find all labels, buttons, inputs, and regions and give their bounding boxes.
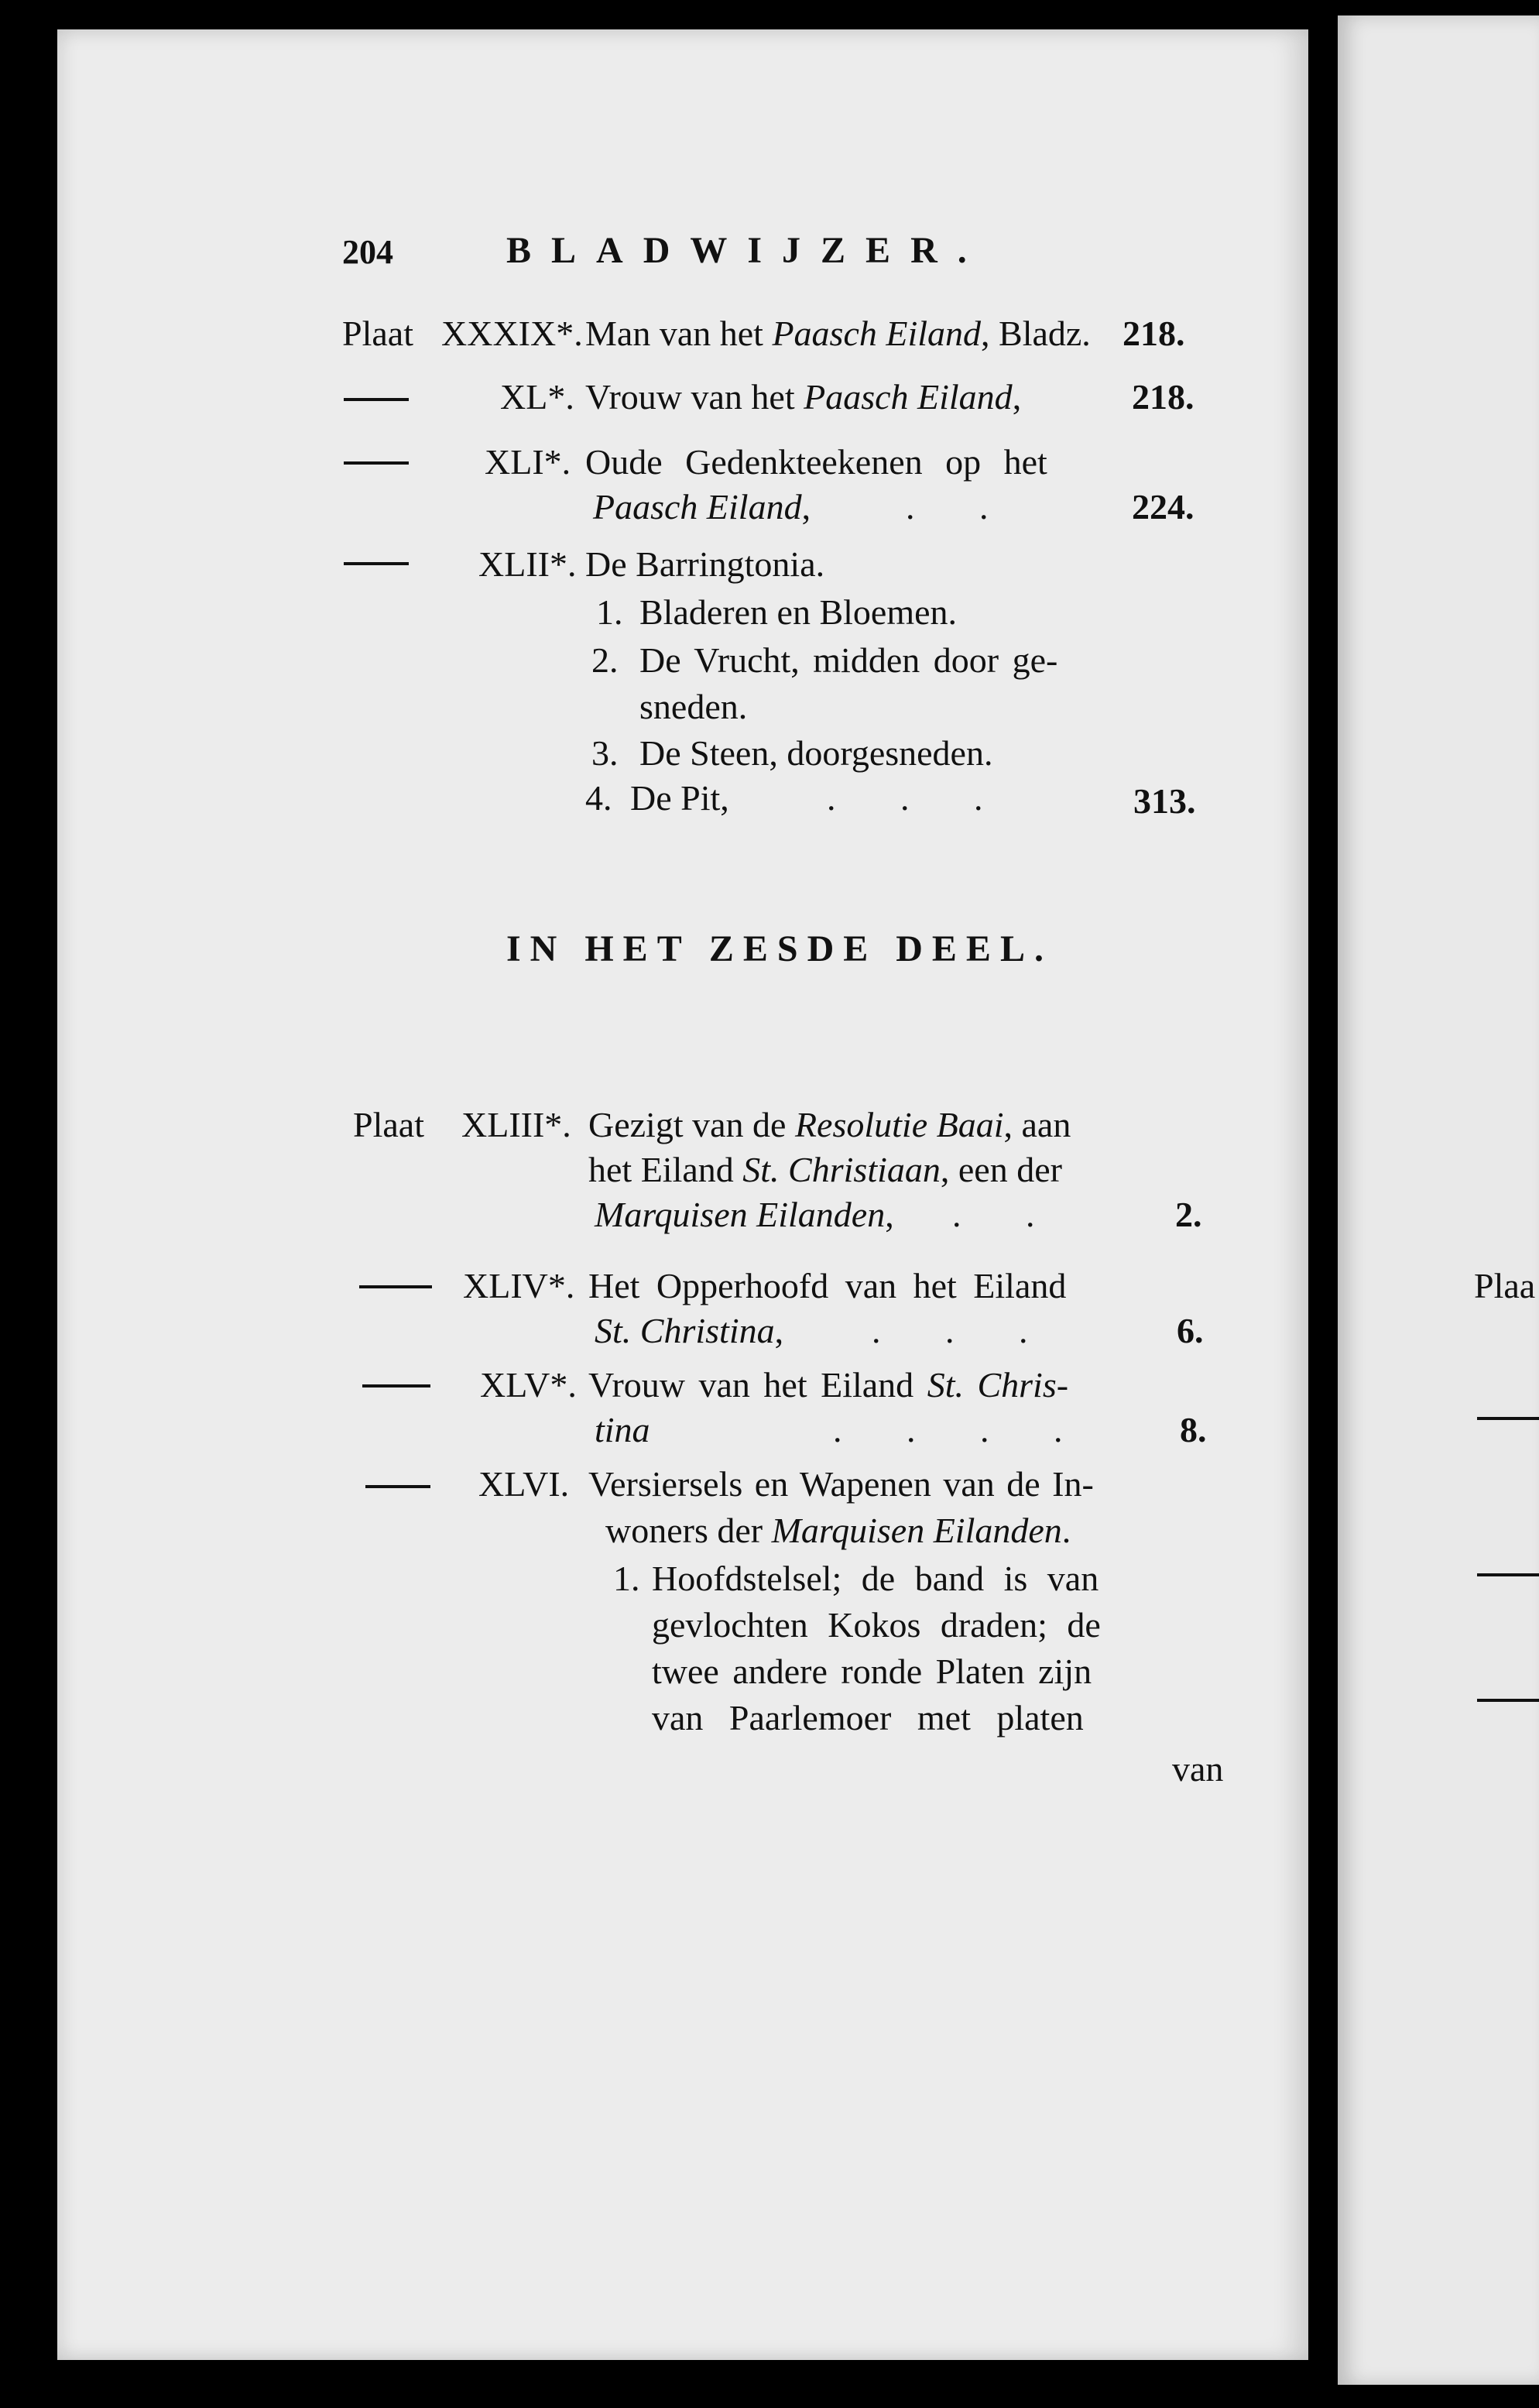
page-number: 204: [342, 233, 393, 271]
item-text: De Steen, doorgesneden.: [639, 733, 993, 773]
item-number: 1.: [613, 1559, 640, 1598]
entry-text-continued: Paasch Eiland,: [593, 487, 811, 527]
plate-numeral: XL*.: [500, 377, 574, 417]
plate-label: Plaat: [353, 1105, 424, 1144]
item-number: 3.: [591, 733, 619, 773]
plate-numeral: XLII*.: [478, 544, 577, 584]
catchword: van: [1172, 1749, 1224, 1789]
ditto-dash: [1477, 1573, 1539, 1576]
item-number: 4.: [585, 778, 612, 818]
plate-label: Plaat: [342, 314, 413, 353]
item-text: De Pit,: [630, 778, 729, 818]
section-heading: IN HET ZESDE DEEL.: [506, 928, 1053, 969]
book-page: [57, 29, 1308, 2360]
entry-text-continued: St. Christina,: [595, 1311, 784, 1350]
plate-numeral: XLIV*.: [463, 1266, 575, 1305]
page-reference: 6.: [1177, 1311, 1204, 1350]
item-text-continued: sneden.: [639, 687, 748, 726]
item-number: 1.: [596, 592, 623, 632]
entry-text: Vrouw van het Paasch Eiland,: [585, 377, 1022, 417]
adjacent-page-word: Plaa: [1474, 1266, 1536, 1305]
entry-text-continued: Marquisen Eilanden,: [595, 1195, 894, 1234]
entry-text: Gezigt van de Resolutie Baai, aan: [588, 1105, 1071, 1144]
entry-text: Het Opperhoofd van het Eiland: [588, 1266, 1067, 1305]
page-reference: 218.: [1132, 377, 1195, 417]
entry-text-continued: woners der Marquisen Eilanden.: [605, 1511, 1071, 1550]
page-reference: 224.: [1132, 487, 1195, 527]
item-text-continued: gevlochten Kokos draden; de: [652, 1605, 1101, 1645]
item-text: Hoofdstelsel; de band is van: [652, 1559, 1099, 1598]
item-text-continued: twee andere ronde Platen zijn: [652, 1652, 1092, 1691]
ditto-dash: [1477, 1699, 1539, 1702]
ditto-dash: [344, 461, 409, 465]
entry-text: Vrouw van het Eiland St. Chris-: [588, 1365, 1069, 1405]
ditto-dash: [365, 1485, 430, 1488]
entry-text-continued: het Eiland St. Christiaan, een der: [588, 1150, 1062, 1189]
adjacent-page-edge: [1338, 15, 1539, 2385]
page-title: BLADWIJZER.: [506, 230, 987, 271]
page-reference: 2.: [1175, 1195, 1202, 1234]
page-reference: 8.: [1180, 1410, 1207, 1449]
ditto-dash: [344, 398, 409, 401]
leader-dots: . . .: [827, 778, 1011, 818]
leader-dots: . . . .: [833, 1410, 1091, 1449]
ditto-dash: [362, 1384, 430, 1388]
plate-numeral: XLVI.: [478, 1464, 570, 1504]
item-text: De Vrucht, midden door ge-: [639, 640, 1058, 680]
item-number: 2.: [591, 640, 619, 680]
ditto-dash: [1477, 1417, 1539, 1420]
page-reference: 313.: [1133, 781, 1196, 821]
ditto-dash: [359, 1285, 432, 1288]
leader-dots: . .: [906, 487, 1016, 527]
entry-text-continued: tina: [595, 1410, 650, 1449]
item-text: Bladeren en Bloemen.: [639, 592, 958, 632]
plate-numeral: XLI*.: [485, 442, 571, 482]
leader-dots: . .: [952, 1195, 1063, 1234]
entry-text: Oude Gedenkteekenen op het: [585, 442, 1047, 482]
plate-numeral: XLIII*.: [461, 1105, 571, 1144]
page-reference: 218.: [1123, 314, 1185, 353]
plate-numeral: XXXIX*.: [441, 314, 583, 353]
plate-numeral: XLV*.: [480, 1365, 577, 1405]
item-text-continued: van Paarlemoer met platen: [652, 1698, 1084, 1737]
ditto-dash: [344, 562, 409, 565]
leader-dots: . . .: [872, 1311, 1056, 1350]
entry-text: Versiersels en Wapenen van de In-: [588, 1464, 1094, 1504]
entry-text: Man van het Paasch Eiland, Bladz.: [585, 314, 1091, 353]
entry-text: De Barringtonia.: [585, 544, 825, 584]
